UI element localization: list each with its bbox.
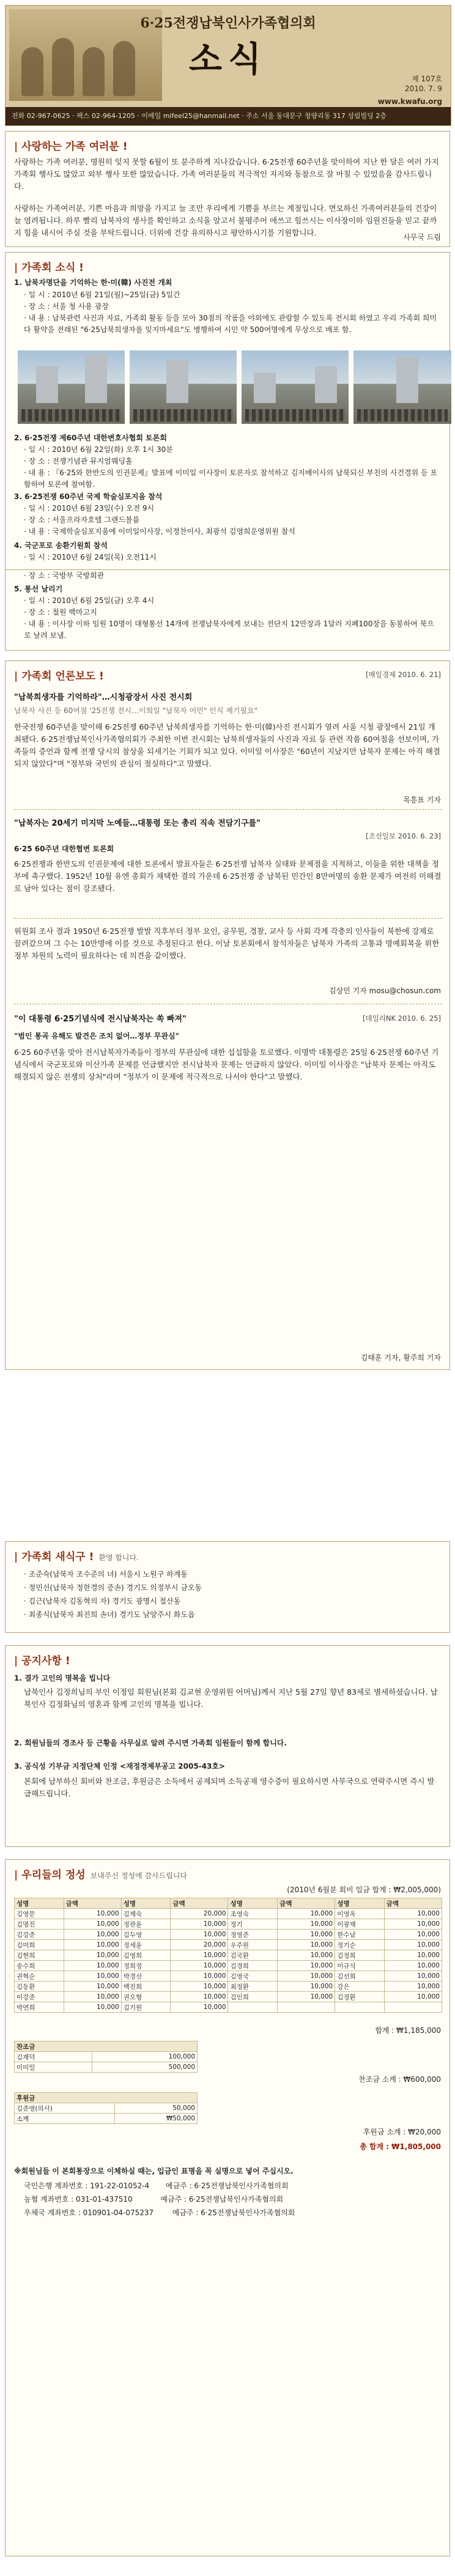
dues-amount-cell: 10,000 <box>171 1982 228 1992</box>
dues-table-wrap <box>14 1898 442 2013</box>
dues-amount-cell: 10,000 <box>278 1961 335 1971</box>
news-item-2-content: · 내 용 : 『6·25와 한반도의 인권문제』발표에 이미일 이사장이 토론자로 참석하고 김지배이사의 납북되신 부친의 사건경위 등 포함하여 토론에 참여함. <box>24 468 438 489</box>
news-item-5-date: · 일 시 : 2010년 6월 25일(금) 오후 4시 <box>24 596 155 605</box>
notice-title: | 공지사항 ! <box>14 1655 70 1667</box>
dues-row <box>15 1992 442 2002</box>
website-url[interactable]: www.kwafu.org <box>377 97 442 106</box>
support-table <box>14 2092 198 2124</box>
dues-row <box>15 1909 442 1919</box>
dues-amount-cell: 10,000 <box>64 1982 121 1992</box>
dues-name-cell: 정기 <box>228 1919 278 1930</box>
donation-row <box>15 2062 198 2073</box>
dues-name-cell: 정영준 <box>228 1930 278 1940</box>
grand-total: 총 합계 : ₩1,805,000 <box>360 2142 441 2151</box>
article-4-headline: "이 대통령 6·25기념식에 전시납북자는 쏙 빠져" <box>14 1015 187 1024</box>
article-4-source: [데일리NK 2010. 6. 25] <box>363 1014 441 1023</box>
dues-name-cell: 김재숙 <box>121 1909 171 1919</box>
support-label: 후원금 <box>15 2093 198 2103</box>
issue-number: 제 107호 <box>412 75 442 83</box>
family-news-title: | 가족회 소식 ! <box>14 262 84 274</box>
dues-amount-cell: 10,000 <box>384 1982 442 1992</box>
dues-name-cell: 이영옥 <box>335 1909 385 1919</box>
dues-amount-cell: 10,000 <box>171 1950 228 1961</box>
dues-name-cell: 최정환 <box>228 1982 278 1992</box>
dues-subtotal: 합계 : ₩1,185,000 <box>375 2026 441 2035</box>
donation-name-cell: 김재덕 <box>15 2052 92 2062</box>
notice-1-title: 1. 결가 고인의 명복을 빕니다 <box>14 1674 111 1682</box>
dues-amount-cell: 10,000 <box>64 1992 121 2002</box>
support-name-cell: 소계 <box>15 2114 115 2124</box>
news-item-2-place: · 장 소 : 전쟁기념관 뮤지엄웨딩홀 <box>24 457 133 465</box>
dues-header-cell: 성명 <box>228 1898 278 1909</box>
dues-header-cell: 금액 <box>278 1898 335 1909</box>
dues-amount-cell: 10,000 <box>64 2002 121 2013</box>
news-item-4-place: · 장 소 : 국방부 국방회관 <box>24 571 105 580</box>
dues-amount-cell: 10,000 <box>278 1909 335 1919</box>
dues-amount-cell: 10,000 <box>64 1930 121 1940</box>
greeting-section <box>5 131 450 247</box>
dues-amount-cell: 10,000 <box>384 1961 442 1971</box>
dues-name-cell: 정세윤 <box>121 1940 171 1950</box>
dues-name-cell: 우주원 <box>228 1940 278 1950</box>
dues-amount-cell: 10,000 <box>171 1971 228 1982</box>
dues-amount-cell: 10,000 <box>384 1940 442 1950</box>
dues-amount-cell: 10,000 <box>278 1919 335 1930</box>
dues-header-cell: 금액 <box>64 1898 121 1909</box>
dues-name-cell: 김국환 <box>228 1950 278 1961</box>
dues-amount-cell: 10,000 <box>171 2002 228 2013</box>
bank-notice: ※회원님들 이 본회통장으로 이체하실 때는, 입금인 표명을 꼭 실명으로 넣어 주십시오. <box>14 2167 294 2175</box>
dues-name-cell: 김기원 <box>121 2002 171 2013</box>
dues-header-cell: 금액 <box>171 1898 228 1909</box>
exhibition-photo-2 <box>130 350 237 424</box>
issue-date: 2010. 7. 9 <box>404 84 442 93</box>
dues-name-cell: 이강준 <box>15 1992 64 2002</box>
dues-amount-cell: 10,000 <box>64 1961 121 1971</box>
dues-amount-cell: 10,000 <box>171 1919 228 1930</box>
exhibition-photo-1 <box>18 350 125 424</box>
dues-header-cell: 성명 <box>335 1898 385 1909</box>
article-1-body: 한국전쟁 60주년을 맞이해 6·25전쟁 60주년 납북희생자를 기억하는 한·미(韓)사진 전시회가 열려 서울 시청 광장에서 21일 개최됐다. 6·25전쟁납북인사가족협의회가 주최한 이번 전시회는 납북희생자들의 사진과 자료 등 관련 작품 60여점을 선보이며, 가족들의 증언과 함께 전쟁 당시의 참상을 되새기는 기회가 되고 있다. 이미일 이사장은 "60년이 지났지만 납북자 문제는 아직 해결되지 않았다"며 "정부와 국민의 관심이 절실하다"고 말했다. <box>14 722 440 768</box>
dues-name-cell: 이규식 <box>335 1961 385 1971</box>
news-item-1-period: · 일 시 : 2010년 6월 21일(월)~25일(금) 5일간 <box>24 291 180 299</box>
dues-name-cell <box>228 2002 278 2013</box>
news-item-1-title: 1. 납북자명단을 기억하는 한·미(韓) 사진전 개최 <box>14 278 172 287</box>
news-item-1-content: · 내 용 : 납북관련 사진과 자료, 가족회 활동 등을 모아 30점의 작품을 야외에도 관람할 수 있도록 전시회 하였고 우리 가족회 희미다 활약을 전래된 "6·25납북희생자를 잊지마세요"도 병행하여 시민 약 500여명에게 무상으로 배포 함. <box>24 314 437 334</box>
press-divider-2 <box>14 918 442 919</box>
news-item-1-place: · 장 소 : 서울 청 사용 광장 <box>24 302 109 311</box>
dues-amount-cell: 10,000 <box>278 1982 335 1992</box>
dues-name-cell: 박연희 <box>15 2002 64 2013</box>
dues-name-cell: 한수남 <box>335 1930 385 1940</box>
donations-title: | 우리들의 정성 보내주신 정성에 감사드립니다 <box>14 1869 187 1881</box>
donation-name-cell: 이미일 <box>15 2062 92 2073</box>
dues-amount-cell: 10,000 <box>384 1992 442 2002</box>
donation-table-wrap <box>14 2041 198 2073</box>
dues-name-cell: 김두영 <box>121 1930 171 1940</box>
dues-name-cell: 정희정 <box>121 1961 171 1971</box>
dues-name-cell: 정관윤 <box>121 1919 171 1930</box>
notice-section <box>5 1645 450 1847</box>
organization-name: 6·25전쟁납북인사가족협의회 <box>140 15 316 31</box>
dues-name-cell: 백진희 <box>121 1982 171 1992</box>
dues-name-cell: 김선희 <box>335 1971 385 1982</box>
dues-amount-cell: 10,000 <box>171 1930 228 1940</box>
newsletter-header <box>5 5 451 126</box>
dues-amount-cell: 10,000 <box>64 1940 121 1950</box>
article-2-source: [조선일보 2010. 6. 23] <box>366 832 441 840</box>
family-news-section <box>5 252 450 570</box>
dues-name-cell: 권오형 <box>121 1992 171 2002</box>
article-4-subheading: "범인 통곡 유해도 발견은 조치 없어…정부 무관심" <box>14 1032 179 1040</box>
news-item-3-title: 3. 6·25전쟁 60주년 국제 학술심포지움 참석 <box>14 492 163 501</box>
dues-row <box>15 1919 442 1930</box>
monthly-total-label: (2010년 6월분 회비 입금 합계 : ₩2,005,000) <box>287 1886 441 1894</box>
dues-name-cell: 김영문 <box>15 1909 64 1919</box>
dues-name-cell: 김현희 <box>15 1950 64 1961</box>
greeting-paragraph-2: 사랑하는 가족여러분, 기쁜 마음과 희망을 가지고 늘 조만 우리에게 기쁨을 부르는 계절입니다. 면모하신 가족여러분들의 건강이 늘 염려됩니다. 하루 빨리 납북자의 생사를 확인하고 소식을 알고서 불평주어 애쓰고 힘쓰시는 이사장이하 임원진들을 믿고 끝까지 힘을 내시어 주실 것을 부탁드립니다. 더위에 건강 유의하시고 평안하시기를 기원합니다. <box>14 204 437 237</box>
issue-info <box>405 74 442 94</box>
dues-header-cell: 성명 <box>121 1898 171 1909</box>
donations-subtitle: 보내주신 정성에 감사드립니다 <box>90 1871 187 1880</box>
dues-amount-cell: 10,000 <box>384 1930 442 1940</box>
dues-row <box>15 1940 442 1950</box>
donation-amount-cell: 100,000 <box>92 2052 198 2062</box>
bank-account-2: 농협 계좌번호 : 031-01-437510 예금주 : 6·25전쟁납북인사가족협의회 <box>24 2195 284 2204</box>
dues-amount-cell: 10,000 <box>384 1971 442 1982</box>
dues-amount-cell: 10,000 <box>384 1950 442 1961</box>
support-name-cell: 김준영(의사) <box>15 2103 115 2114</box>
greeting-paragraph-1: 사랑하는 가족 여러분, 명원히 잊지 못할 6월이 또 분주하게 지나갔습니다. 6·25전쟁 60주년을 맞이하여 지난 한 달은 여러 가지 가족회 행사도 많았고 외부 행사 또한 많았습니다. 가족 여러분들의 적극적인 지지와 동참으로 잘 마칠 수 있었음을 감사드립니다. <box>14 157 439 191</box>
dues-name-cell: 조영숙 <box>228 1909 278 1919</box>
dues-amount-cell: 10,000 <box>64 1950 121 1961</box>
family-news-continued <box>5 570 450 651</box>
press-divider <box>14 809 442 810</box>
dues-amount-cell: 10,000 <box>171 1961 228 1971</box>
news-item-3-date: · 일 시 : 2010년 6월 23일(수) 오전 9시 <box>24 504 155 513</box>
dues-name-cell: 김동환 <box>15 1982 64 1992</box>
newsletter-title: 소식 <box>188 39 268 80</box>
support-amount-cell: 50,000 <box>115 2103 198 2114</box>
exhibition-photo-3 <box>242 350 349 424</box>
donation-table <box>14 2041 198 2073</box>
donation-total: 찬조금 소계 : ₩600,000 <box>358 2075 441 2084</box>
new-members-title: | 가족회 새식구 ! 환영 합니다. <box>14 1551 139 1563</box>
notice-3-body: 본회에 납부하신 회비와 찬조금, 후원금은 소득에서 공제되며 소득공제 영수증이 필요하시면 사무국으로 연락주시면 즉시 발급해드립니다. <box>24 1777 435 1798</box>
news-item-5-title: 5. 통선 날리기 <box>14 585 63 593</box>
bank-account-1: 국민은행 계좌번호 : 191-22-01052-4 예금주 : 6·25전쟁납북인사가족협의회 <box>24 2182 289 2190</box>
dues-amount-cell: 10,000 <box>384 1919 442 1930</box>
dues-row <box>15 1961 442 1971</box>
dues-name-cell: 권혁순 <box>15 1971 64 1982</box>
greeting-signature: 사무국 드림 <box>403 233 441 242</box>
dues-name-cell: 이광재 <box>335 1919 385 1930</box>
dues-amount-cell <box>278 2002 335 2013</box>
dues-row <box>15 2002 442 2013</box>
article-2-headline: "납북자는 20세기 미지막 노예들…대통령 또는 총리 직속 전담기구를" <box>14 819 261 828</box>
support-row <box>15 2114 198 2124</box>
press-title: | 가족회 언론보도 ! <box>14 670 104 683</box>
notice-2-title: 2. 회원님들의 경조사 등 근황을 사무실로 알려 주시면 가족회 임원들이 함께 합니다. <box>14 1739 287 1747</box>
article-1-lead: 납북자 사진 등 60여점 '25전쟁 전시…이희일 "납북자 어민" 인식 제기필요" <box>14 706 258 715</box>
news-item-4-title: 4. 국군포로 송환기원회 참석 <box>14 541 108 550</box>
dues-amount-cell: 10,000 <box>64 1971 121 1982</box>
new-member-2: · 정민선(납북자 정한경의 증손) 경기도 의정부시 금오동 <box>24 1583 202 1592</box>
article-2-body: 6·25전쟁과 한반도의 인권문제에 대한 토론에서 발표자들은 6·25전쟁 납북자 실태와 문제점을 지적하고, 이들을 위한 대책을 정부에 촉구했다. 1952년 10월 유엔 총회가 채택한 결의 가운데 6·25전쟁 중 납북된 민간인 8만여명의 송환 문제가 여전히 미해결로 남아 있다는 점이 강조됐다. <box>14 859 442 893</box>
article-4-reporter: 김태훈 기자, 황주희 기자 <box>360 1353 441 1362</box>
new-member-4: · 최종식(납북자 최진희 손녀) 경기도 남양주시 화도읍 <box>24 1610 195 1619</box>
dues-name-cell: 김미희 <box>15 1940 64 1950</box>
article-3-reporter: 김상민 기자 mosu@chosun.com <box>329 986 441 995</box>
dues-amount-cell: 10,000 <box>384 1909 442 1919</box>
contact-bar: 전화 02-967-0625 · 팩스 02-964-1205 · 이메일 mifeel25@hanmail.net · 주소 서울 동대문구 청량리동 317 성림빌딩 2층 <box>6 107 451 125</box>
new-members-section <box>5 1541 450 1633</box>
dues-name-cell: 김영희 <box>121 1950 171 1961</box>
dues-name-cell: 김정희 <box>335 1950 385 1961</box>
dues-name-cell: 김명진 <box>15 1919 64 1930</box>
dues-table <box>14 1898 442 2013</box>
notice-1-body: 납북인사 김정희님의 부인 이정임 회원님(본회 김교현 운영위원 어머님)께서 지난 5월 27일 향년 83세로 별세하셨습니다. 납북인사 김정화님의 영혼과 함께 고인의 명복을 빕니다. <box>24 1687 438 1709</box>
article-2-subheading: 6·25 60주년 대한협변 토론회 <box>14 845 114 853</box>
greeting-title: | 사랑하는 가족 여러분 ! <box>14 141 128 153</box>
dues-amount-cell: 10,000 <box>278 1940 335 1950</box>
article-4-body: 6·25 60주년을 맞아 전시납북자가족들이 정부의 무관심에 대한 섭섭함을 토로했다. 이명박 대통령은 25일 6·25전쟁 60주년 기념식에서 국군포로와 이산가족 문제를 언급했지만 전시납북자 문제는 언급하지 않았다. 이미일 이사장은 "납북자 문제는 아직도 해결되지 않은 전쟁의 상처"라며 "정부가 이 문제에 적극적으로 나서야 한다"고 말했다. <box>14 1048 439 1081</box>
dues-header-cell: 성명 <box>15 1898 64 1909</box>
dues-amount-cell: 20,000 <box>171 1909 228 1919</box>
dues-row <box>15 1930 442 1940</box>
dues-name-cell: 김정환 <box>335 1992 385 2002</box>
support-total: 후원금 소계 : ₩20,000 <box>363 2128 441 2136</box>
news-item-4-date: · 일 시 : 2010년 6월 24일(목) 오전11시 <box>24 553 157 561</box>
dues-amount-cell: 10,000 <box>278 1950 335 1961</box>
dues-amount-cell: 10,000 <box>278 1992 335 2002</box>
dues-amount-cell: 10,000 <box>278 1930 335 1940</box>
donation-amount-cell: 500,000 <box>92 2062 198 2073</box>
support-table-wrap <box>14 2092 198 2124</box>
news-item-3-place: · 장 소 : 서울프라자호텔 그랜드볼룸 <box>24 516 140 524</box>
news-item-5-place: · 장 소 : 철원 백마고지 <box>24 608 97 616</box>
news-item-5-content: · 내 용 : 이사장 이하 임원 10명이 대형통선 14개에 전쟁납북자에게 보내는 전단지 12만장과 1달러 지폐100장을 동봉하여 북으로 날려 보냄. <box>24 620 434 640</box>
dues-row <box>15 1982 442 1992</box>
notice-3-title: 3. 공식성 기부금 지정단체 인정 <재정경제부공고 2005-43호> <box>14 1762 226 1771</box>
welcome-text: 환영 합니다. <box>98 1553 139 1562</box>
support-amount-cell: ₩50,000 <box>115 2114 198 2124</box>
dues-row <box>15 1950 442 1961</box>
dues-header-cell: 금액 <box>384 1898 442 1909</box>
dues-name-cell <box>335 2002 385 2013</box>
news-item-2-title: 2. 6·25전쟁 제60주년 대한변호사협회 토론회 <box>14 434 167 442</box>
dues-row <box>15 1971 442 1982</box>
new-member-3: · 김근(납북자 김동혁의 자) 경기도 광명시 철산동 <box>24 1597 181 1605</box>
press-section <box>5 661 450 1370</box>
dues-name-cell: 김인희 <box>228 1992 278 2002</box>
dues-amount-cell: 10,000 <box>171 1992 228 2002</box>
news-item-2-date: · 일 시 : 2010년 6월 22일(화) 오후 1시 30분 <box>24 445 173 454</box>
dues-name-cell: 김경희 <box>228 1961 278 1971</box>
dues-amount-cell: 20,000 <box>171 1940 228 1950</box>
donation-row <box>15 2052 198 2062</box>
article-1-source: [매일경제 2010. 6. 21] <box>366 670 441 679</box>
exhibition-photo-4 <box>353 350 451 424</box>
dues-amount-cell: 10,000 <box>64 1909 121 1919</box>
donations-section <box>5 1859 450 2556</box>
exhibition-photos <box>18 350 451 424</box>
dues-name-cell: 정기순 <box>335 1940 385 1950</box>
article-1-reporter: 목흥표 기자 <box>403 796 441 804</box>
article-1-headline: "납북희생자를 기억하라"…시청광장서 사진 전시회 <box>14 693 193 702</box>
donation-label: 찬조금 <box>15 2041 198 2052</box>
dues-amount-cell <box>384 2002 442 2013</box>
new-member-1: · 조준숙(납북자 조수준의 녀) 서울시 노원구 하계동 <box>24 1570 188 1579</box>
dues-amount-cell: 10,000 <box>278 1971 335 1982</box>
dues-name-cell: 강은 <box>335 1982 385 1992</box>
dues-name-cell: 김강준 <box>15 1930 64 1940</box>
dues-name-cell: 송수희 <box>15 1961 64 1971</box>
dues-amount-cell: 10,000 <box>64 1919 121 1930</box>
dues-name-cell: 박경선 <box>121 1971 171 1982</box>
article-3-body: 위원회 조사 결과 1950년 6·25전쟁 발발 직후부터 정부 요인, 공무원, 경찰, 교사 등 사회 각계 각층의 인사들이 북한에 강제로 끌려갔으며 그 수는 10만명에 이를 것으로 추정된다고 한다. 이날 토론회에서 참석자들은 납북자 가족의 고통과 명예회복을 위한 정부 차원의 노력이 필요하다는 데 의견을 같이했다. <box>14 927 440 960</box>
dues-name-cell: 김영국 <box>228 1971 278 1982</box>
bank-account-3: 우체국 계좌번호 : 010901-04-075237 예금주 : 6·25전쟁납북인사가족협의회 <box>24 2208 295 2217</box>
news-item-3-content: · 내 용 : 국제학술심포지움에 이미일이사장, 이정찬이사, 최광석 김영희운영위원 참석 <box>24 527 295 536</box>
support-row <box>15 2103 198 2114</box>
